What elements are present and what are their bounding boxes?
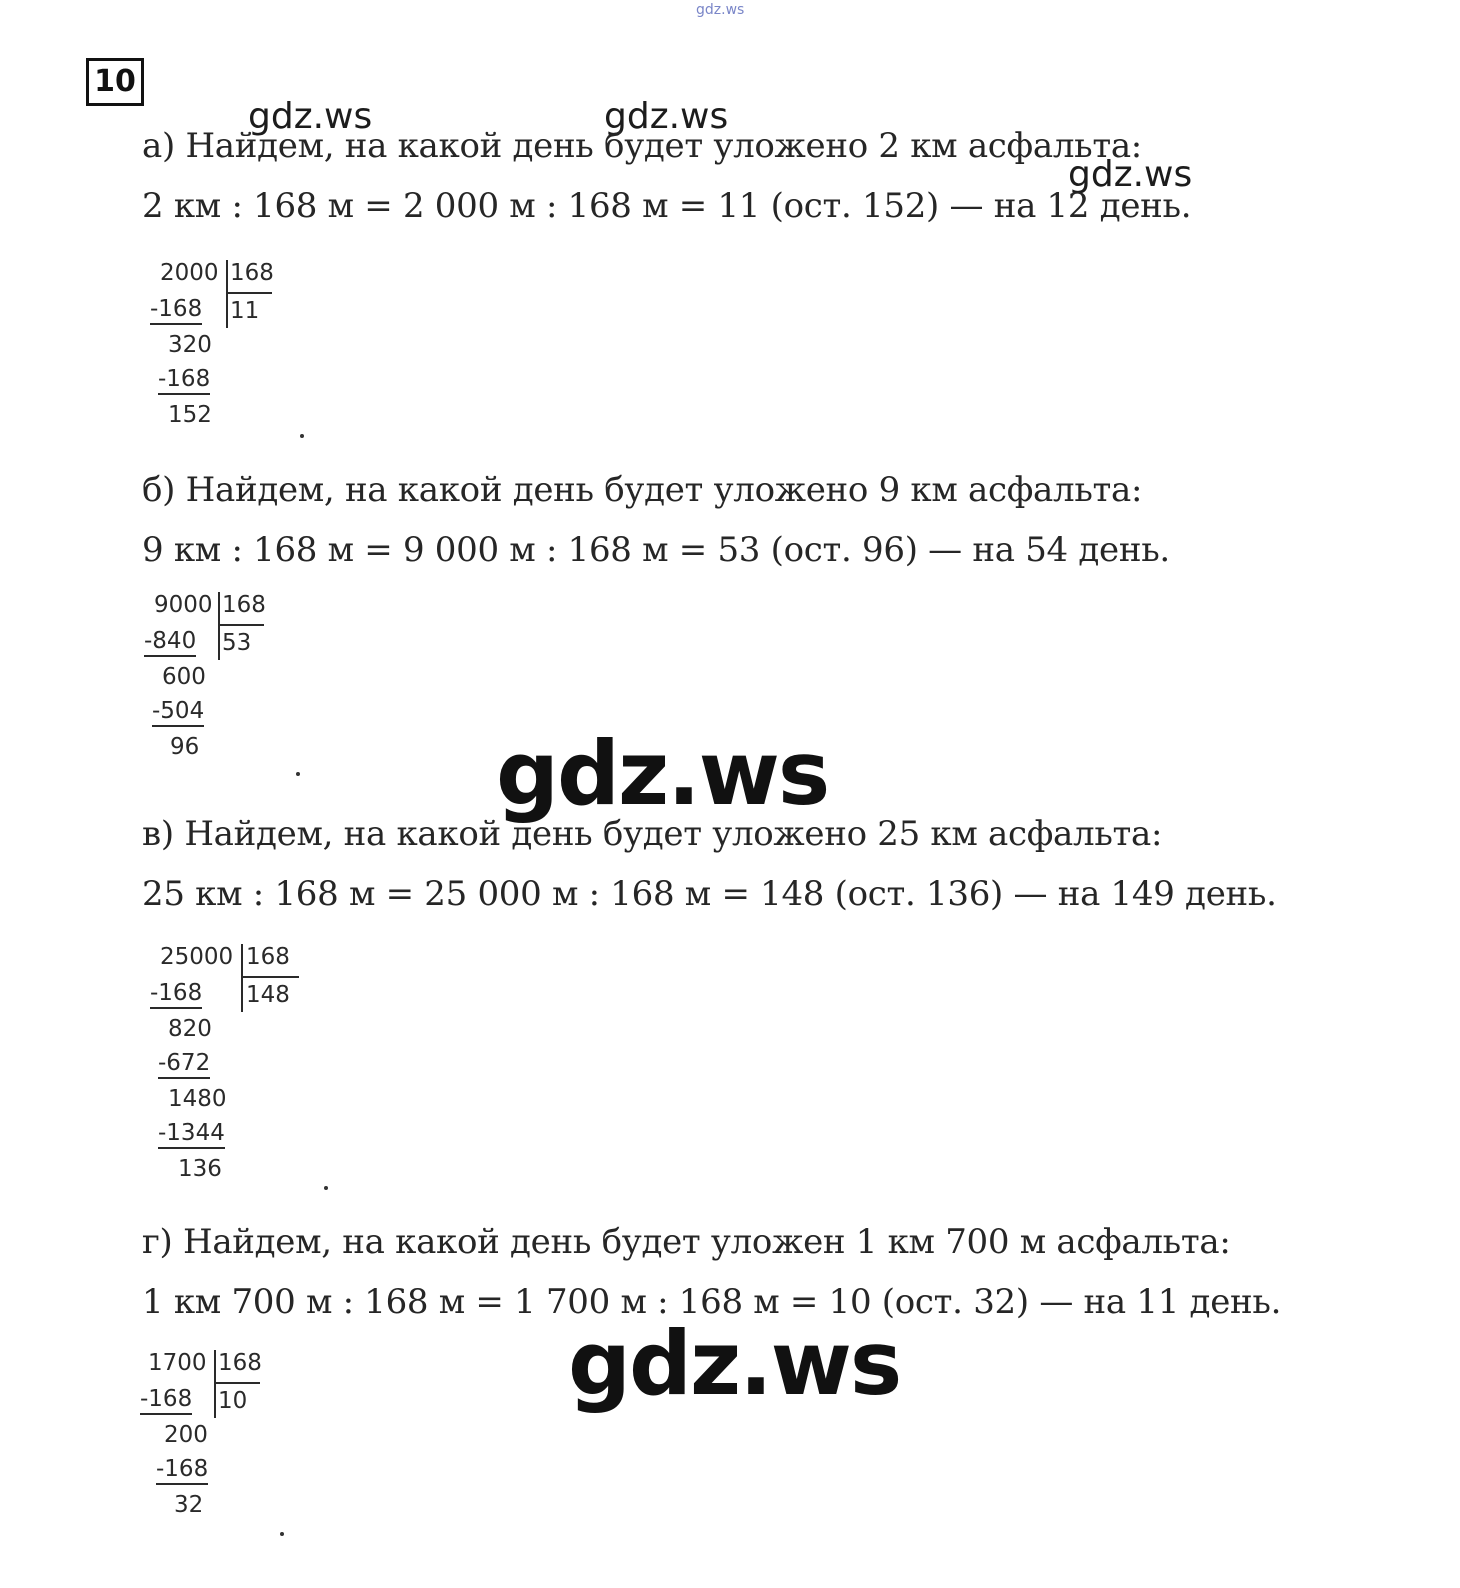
part-c-question: в) Найдем, на какой день будет уложено 25 км асфальта: [142, 814, 1163, 854]
quotient: 11 [230, 298, 260, 324]
part-d-long-division [138, 1348, 298, 1528]
part-b-long-division [142, 590, 302, 770]
subtrahend: -840 [144, 628, 196, 657]
dot-mark [324, 1186, 328, 1190]
remainder-step: 600 [162, 664, 206, 690]
division-bracket-vertical [214, 1350, 216, 1418]
division-bracket-horizontal [218, 624, 264, 626]
division-bracket-horizontal [226, 292, 272, 294]
dividend: 25000 [160, 944, 234, 970]
part-d-equation: 1 км 700 м : 168 м = 1 700 м : 168 м = 10 (ост. 32) — на 11 день. [142, 1282, 1282, 1322]
watermark: gdz.ws [1068, 154, 1193, 195]
divisor: 168 [230, 260, 274, 286]
subtrahend: -504 [152, 698, 204, 727]
subtrahend: -168 [158, 366, 210, 395]
remainder: 96 [170, 734, 200, 760]
subtrahend: -168 [156, 1456, 208, 1485]
part-a-equation: 2 км : 168 м = 2 000 м : 168 м = 11 (ост. 152) — на 12 день. [142, 186, 1192, 226]
dividend: 9000 [154, 592, 213, 618]
subtrahend: -1344 [158, 1120, 225, 1149]
remainder-step: 1480 [168, 1086, 227, 1112]
part-c-equation: 25 км : 168 м = 25 000 м : 168 м = 148 (ост. 136) — на 149 день. [142, 874, 1277, 914]
part-a-question: а) Найдем, на какой день будет уложено 2 км асфальта: [142, 126, 1142, 166]
part-a-long-division [148, 258, 308, 438]
remainder-step: 200 [164, 1422, 208, 1448]
quotient: 53 [222, 630, 252, 656]
division-bracket-horizontal [241, 976, 299, 978]
remainder: 136 [178, 1156, 222, 1182]
watermark-large: gdz.ws [496, 722, 829, 825]
division-bracket-vertical [218, 592, 220, 660]
watermark: gdz.ws [248, 96, 373, 137]
part-d-question: г) Найдем, на какой день будет уложен 1 км 700 м асфальта: [142, 1222, 1231, 1262]
part-c-long-division [148, 942, 318, 1192]
dot-mark [300, 434, 304, 438]
division-bracket-horizontal [214, 1382, 260, 1384]
remainder-step: 820 [168, 1016, 212, 1042]
dividend: 1700 [148, 1350, 207, 1376]
divisor: 168 [222, 592, 266, 618]
dividend: 2000 [160, 260, 219, 286]
subtrahend: -168 [150, 980, 202, 1009]
remainder: 32 [174, 1492, 204, 1518]
watermark: gdz.ws [604, 96, 729, 137]
dot-mark [296, 772, 300, 776]
watermark-large: gdz.ws [568, 1312, 901, 1415]
part-b-question: б) Найдем, на какой день будет уложено 9 км асфальта: [142, 470, 1143, 510]
header-watermark: gdz.ws [696, 2, 745, 18]
divisor: 168 [218, 1350, 262, 1376]
part-b-equation: 9 км : 168 м = 9 000 м : 168 м = 53 (ост. 96) — на 54 день. [142, 530, 1170, 570]
remainder: 152 [168, 402, 212, 428]
quotient: 148 [246, 982, 290, 1008]
division-bracket-vertical [226, 260, 228, 328]
task-number: 10 [86, 58, 144, 106]
remainder-step: 320 [168, 332, 212, 358]
subtrahend: -168 [150, 296, 202, 325]
quotient: 10 [218, 1388, 248, 1414]
divisor: 168 [246, 944, 290, 970]
subtrahend: -168 [140, 1386, 192, 1415]
division-bracket-vertical [241, 944, 243, 1012]
dot-mark [280, 1532, 284, 1536]
subtrahend: -672 [158, 1050, 210, 1079]
